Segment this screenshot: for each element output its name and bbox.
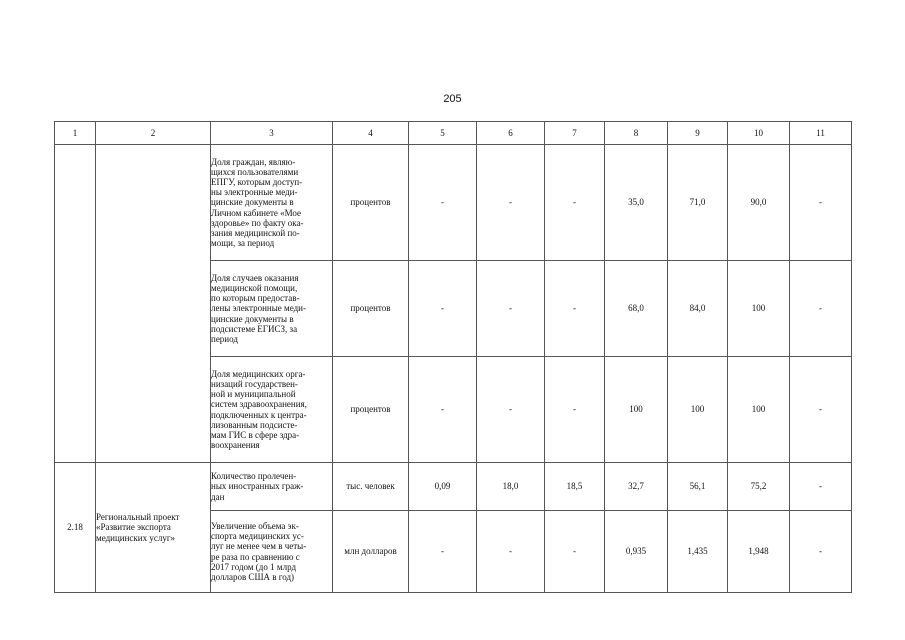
table-row: [55, 145, 852, 261]
value-cell: 90,0: [728, 145, 790, 261]
value-cell: 1,435: [668, 511, 728, 593]
header-cell: 10: [728, 122, 790, 145]
value-cell: -: [790, 261, 852, 357]
value-cell: 18,5: [545, 463, 605, 511]
value-cell: 35,0: [605, 145, 668, 261]
number-cell: [55, 145, 96, 463]
header-cell: 2: [96, 122, 211, 145]
table-row: [55, 463, 852, 511]
value-cell: -: [477, 261, 545, 357]
value-cell: -: [409, 511, 477, 593]
header-row: [55, 122, 852, 145]
header-cell: 3: [211, 122, 333, 145]
value-cell: -: [477, 511, 545, 593]
header-cell: 5: [409, 122, 477, 145]
header-cell: 4: [333, 122, 409, 145]
value-cell: 75,2: [728, 463, 790, 511]
indicator-cell: Доля медицинских орга- низаций государствен- ной и муниципальной систем здравоохранения, подключенных к центра- лизованным подсисте- мам ГИС в сфере здра- воохранения: [211, 357, 333, 463]
header-cell: 9: [668, 122, 728, 145]
value-cell: 56,1: [668, 463, 728, 511]
unit-cell: млн долларов: [333, 511, 409, 593]
value-cell: 71,0: [668, 145, 728, 261]
unit-cell: процентов: [333, 357, 409, 463]
unit-cell: процентов: [333, 261, 409, 357]
value-cell: 0,935: [605, 511, 668, 593]
project-cell: [96, 145, 211, 463]
value-cell: -: [409, 145, 477, 261]
value-cell: -: [477, 145, 545, 261]
value-cell: 100: [728, 261, 790, 357]
value-cell: 100: [605, 357, 668, 463]
value-cell: -: [545, 261, 605, 357]
value-cell: -: [545, 145, 605, 261]
unit-cell: тыс. человек: [333, 463, 409, 511]
value-cell: -: [790, 511, 852, 593]
value-cell: 18,0: [477, 463, 545, 511]
indicators-table: [54, 121, 852, 593]
value-cell: -: [409, 357, 477, 463]
indicator-cell: Доля случаев оказания медицинской помощи, по которым предостав- лены электронные меди- цинские документы в подсистеме ЕГИСЗ, за период: [211, 261, 333, 357]
value-cell: -: [790, 463, 852, 511]
unit-cell: процентов: [333, 145, 409, 261]
value-cell: 0,09: [409, 463, 477, 511]
value-cell: 1,948: [728, 511, 790, 593]
value-cell: 100: [668, 357, 728, 463]
indicator-cell: Доля граждан, являю- щихся пользователями ЕПГУ, которым доступ- ны электронные меди- цинские документы в Личном кабинете «Мое здоровье» по факту ока- зания медицинской по- мощи, за период: [211, 145, 333, 261]
indicator-cell: Количество пролечен- ных иностранных граж- дан: [211, 463, 333, 511]
header-cell: 6: [477, 122, 545, 145]
value-cell: -: [477, 357, 545, 463]
value-cell: -: [790, 357, 852, 463]
value-cell: -: [790, 145, 852, 261]
project-cell: Региональный проект «Развитие экспорта медицинских услуг»: [96, 463, 211, 593]
header-cell: 8: [605, 122, 668, 145]
value-cell: -: [545, 511, 605, 593]
page-number: 205: [443, 93, 462, 105]
value-cell: -: [545, 357, 605, 463]
value-cell: 32,7: [605, 463, 668, 511]
value-cell: -: [409, 261, 477, 357]
header-cell: 11: [790, 122, 852, 145]
number-cell: 2.18: [55, 463, 96, 593]
value-cell: 100: [728, 357, 790, 463]
header-cell: 7: [545, 122, 605, 145]
value-cell: 68,0: [605, 261, 668, 357]
value-cell: 84,0: [668, 261, 728, 357]
indicator-cell: Увеличение объема эк- спорта медицинских ус- луг не менее чем в четы- ре раза по сравнению с 2017 годом (до 1 млрд долларов США в год): [211, 511, 333, 593]
header-cell: 1: [55, 122, 96, 145]
